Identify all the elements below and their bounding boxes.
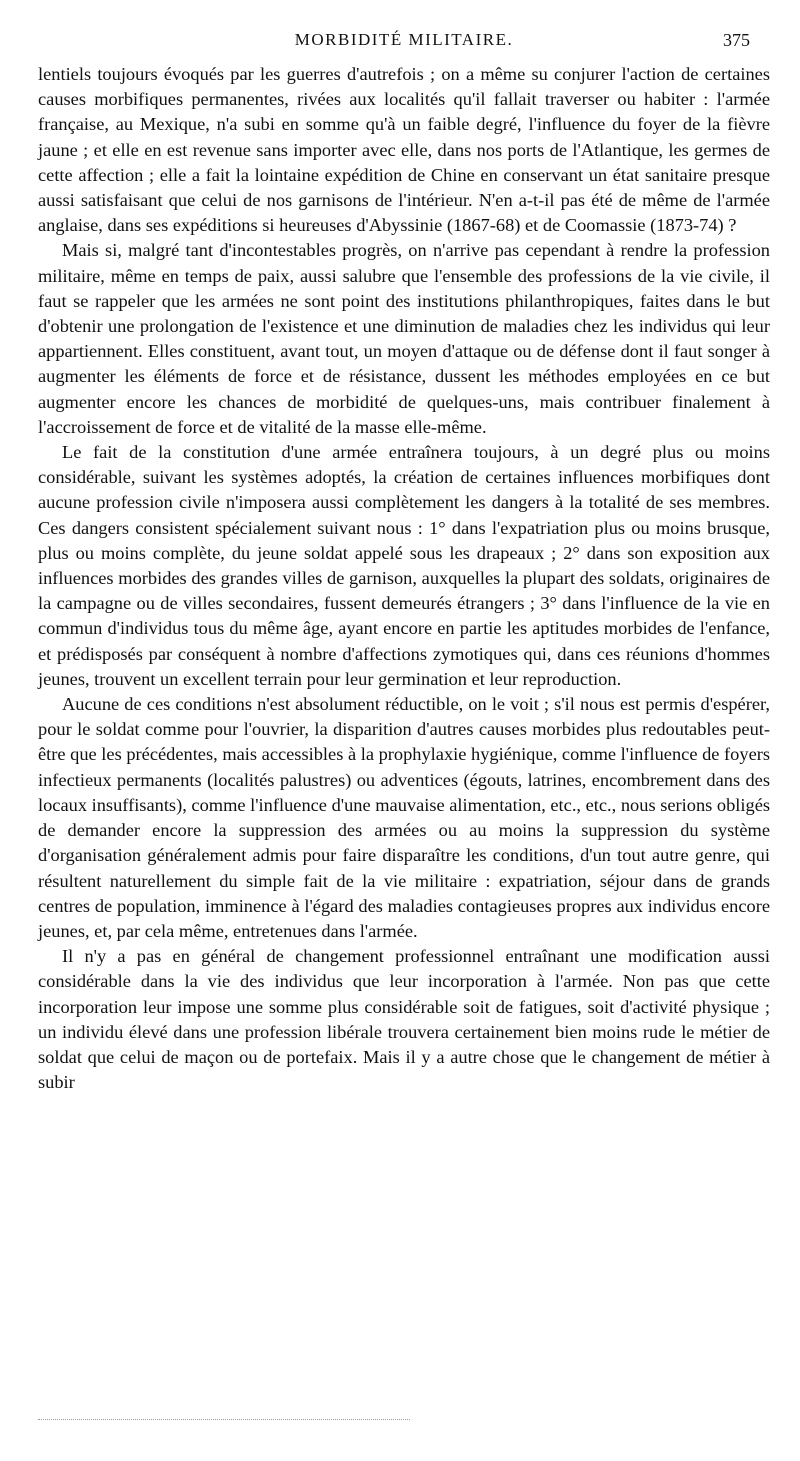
paragraph-1: lentiels toujours évoqués par les guerres d'autrefois ; on a même su conjurer l'action de certaines causes morbifiques permanentes, rivées aux localités qu'il fallait traverser ou habiter : l'armée française, au Mexique, n'a subi en somme qu'à un faible degré, l'influence du foyer de la fièvre jaune ; et elle en est revenue sans importer avec elle, dans nos ports de l'Atlantique, les germes de cette affection ; elle a fait la lointaine expédition de Chine en conservant un état sanitaire presque aussi satisfaisant que celui de nos garnisons de l'intérieur. N'en a-t-il pas été de même de l'armée anglaise, dans ses expéditions si heureuses d'Abyssinie (1867-68) et de Coomassie (1873-74) ? (38, 64, 770, 236)
paragraph-4: Aucune de ces conditions n'est absolument réductible, on le voit ; s'il nous est permis d'espérer, pour le soldat comme pour l'ouvrier, la disparition d'autres causes morbides plus redoutables peut-être que les précédentes, mais accessibles à la prophylaxie hygiénique, comme l'influence de foyers infectieux permanents (localités palustres) ou adventices (égouts, latrines, encombrement dans des locaux insuffisants), comme l'influence d'une mauvaise alimentation, etc., etc., nous serions obligés de demander encore la suppression des armées ou au moins la suppression du système d'organisation généralement admis pour faire disparaître les conditions, d'un tout autre genre, qui résultent naturellement du simple fait de la vie militaire : expatriation, séjour dans de grands centres de population, imminence à l'égard des maladies contagieuses propres aux individus encore jeunes, et, par cela même, entretenues dans l'armée. (38, 694, 771, 941)
footer-rule (38, 1419, 410, 1420)
paragraph-3: Le fait de la constitution d'une armée entraînera toujours, à un degré plus ou moins considérable, suivant les systèmes adoptés, la création de certaines influences morbifiques dont aucune profession civile n'imposera aussi complètement les dangers à la totalité de ses membres. Ces dangers consistent spécialement suivant nous : 1° dans l'expatriation plus ou moins brusque, plus ou moins complète, du jeune soldat appelé sous les drapeaux ; 2° dans son exposition aux influences morbides des grandes villes de garnison, auxquelles la plupart des soldats, originaires de la campagne ou de villes secondaires, fussent demeurés étrangers ; 3° dans l'influence de la vie en commun d'individus tous du même âge, ayant encore en partie les aptitudes morbides de l'enfance, et prédisposés par conséquent à nombre d'affections zymotiques qui, dans ces réunions d'hommes jeunes, trouvent un excellent terrain pour leur germination et leur reproduction. (38, 442, 770, 689)
paragraph-5: Il n'y a pas en général de changement professionnel entraînant une modification aussi considérable dans la vie des individus que leur incorporation à l'armée. Non pas que cette incorporation leur impose une somme plus considérable soit de fatigues, soit d'activité physique ; un individu élevé dans une profession libérale trouvera certainement bien moins rude le métier de soldat que celui de maçon ou de portefaix. Mais il y a autre chose que le changement de métier à subir (38, 946, 770, 1093)
page-body (38, 62, 770, 1095)
page-header (38, 30, 770, 54)
running-title: MORBIDITÉ MILITAIRE. (294, 30, 514, 49)
paragraph-2: Mais si, malgré tant d'incontestables progrès, on n'arrive pas cependant à rendre la profession militaire, même en temps de paix, aussi salubre que l'ensemble des professions de la vie civile, il faut se rappeler que les armées ne sont point des institutions philanthropiques, faites dans le but d'obtenir une prolongation de l'existence et une diminution de maladies chez les individus qui leur appartiennent. Elles constituent, avant tout, un moyen d'attaque ou de défense dont il faut songer à augmenter les éléments de force et de résistance, dussent les méthodes employées en ce but augmenter encore les chances de morbidité de quelques-uns, mais contribuer finalement à l'accroissement de force et de vitalité de la masse elle-même. (38, 240, 770, 437)
page-number: 375 (723, 30, 750, 50)
